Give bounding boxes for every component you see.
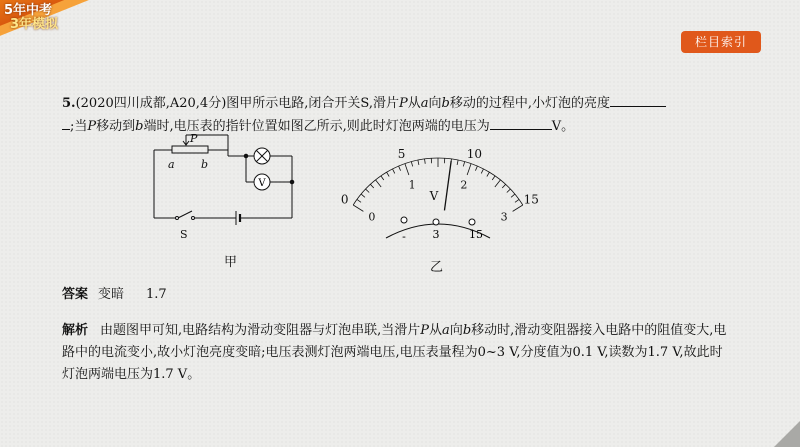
dial-tick — [405, 164, 409, 175]
answer-row — [62, 283, 167, 302]
dial-tick — [418, 160, 419, 165]
dial-tick — [425, 159, 426, 164]
answer-blank-2[interactable] — [490, 115, 552, 130]
analysis-label: 解析 — [62, 323, 89, 338]
label-a: a — [168, 158, 175, 171]
inner-scale-3: 3 — [500, 210, 508, 224]
dial-tick — [366, 189, 370, 192]
label-b: b — [201, 158, 209, 171]
question-part: 移动到 — [96, 119, 136, 134]
analysis-part: 从 — [429, 323, 443, 338]
junction-dot — [290, 180, 294, 184]
lamp-icon — [254, 148, 270, 164]
question-source: (2020四川成都,A20,4分) — [75, 96, 227, 111]
question-part: 移动的过程中,小灯泡的亮度 — [449, 96, 611, 111]
dial-tick — [457, 160, 458, 165]
dial-tick — [513, 205, 523, 211]
dial-tick — [361, 194, 365, 197]
question-part: 端时,电压表的指针位置如图乙所示,则此时灯泡两端的电压为 — [143, 119, 490, 134]
dial-tick — [495, 180, 501, 187]
answer-value-2: 1.7 — [146, 287, 167, 302]
answer-blank-1[interactable] — [610, 92, 666, 107]
caption-jia: 甲 — [224, 255, 238, 270]
caption-yi: 乙 — [430, 260, 444, 275]
question-part: 从 — [407, 96, 421, 111]
dial-unit-label: V — [429, 189, 439, 203]
inner-scale-0: 0 — [368, 210, 376, 224]
dial-tick — [492, 176, 495, 180]
var-p: P — [87, 119, 97, 134]
dial-tick — [511, 194, 515, 197]
dial-tick — [376, 180, 382, 187]
dial-tick — [487, 172, 490, 176]
terminal-minus — [401, 217, 407, 243]
analysis-part: 由题图甲可知,电路结构为滑动变阻器与灯泡串联,当滑片 — [100, 323, 421, 338]
logo-line-2: 3年模拟 — [10, 17, 59, 32]
outer-scale-5: 5 — [397, 147, 406, 162]
label-p: P — [190, 132, 198, 145]
dial-tick — [463, 162, 464, 167]
question-unit: V。 — [551, 119, 575, 134]
logo-text — [4, 4, 58, 32]
rheostat — [172, 146, 208, 153]
index-button[interactable]: 栏目索引 — [681, 31, 761, 53]
outer-scale-10: 10 — [466, 147, 483, 162]
dial-tick — [467, 164, 471, 175]
voltmeter-label: V — [258, 178, 266, 189]
analysis-text — [62, 320, 732, 386]
var-p: P — [399, 96, 408, 111]
brand-logo — [0, 0, 118, 62]
inner-scale-1: 1 — [408, 178, 416, 192]
answer-blank-1-cont — [62, 115, 70, 130]
dial-tick — [399, 166, 401, 171]
logo-line-1: 5年中考 — [4, 3, 53, 18]
analysis-part: 向 — [449, 323, 463, 338]
var-a: a — [420, 96, 429, 111]
terminal-3 — [433, 219, 440, 241]
question-number: 5. — [62, 96, 76, 111]
dial-tick — [370, 184, 373, 188]
terminal-label: - — [402, 230, 406, 243]
answer-value-1: 变暗 — [98, 287, 125, 302]
label-s: S — [180, 228, 188, 241]
dial-tick — [481, 169, 483, 173]
var-b: b — [441, 96, 450, 111]
junction-dot — [244, 154, 248, 158]
question-part: 图甲所示电路,闭合开关S,滑片 — [226, 96, 399, 111]
terminal-label: 3 — [432, 228, 440, 241]
dial-tick — [411, 162, 412, 167]
page-corner — [774, 421, 800, 447]
dial-tick — [392, 169, 394, 173]
circuit-diagram — [146, 132, 306, 250]
dial-tick — [387, 172, 390, 176]
dial-needle — [444, 161, 451, 211]
var-p: P — [420, 323, 430, 338]
analysis-part: 移动时,滑动变阻器接入电路中的阻值变大,电路中的电流变小,故小灯泡亮度变暗;电压表测灯泡两端电压,电压表量程为0~3 V,分度值为0.1 V,读数为1.7 V,故此时灯泡两端电压为1.7 V。 — [62, 323, 727, 382]
var-b: b — [135, 119, 144, 134]
question-part: ;当 — [70, 119, 88, 134]
terminal-label: 15 — [469, 228, 483, 241]
dial-tick — [507, 189, 511, 192]
dial-tick — [353, 205, 363, 211]
answer-label: 答案 — [62, 287, 89, 302]
dial-tick — [502, 184, 505, 188]
dial-tick — [381, 176, 384, 180]
voltmeter-icon — [254, 174, 270, 190]
dial-tick — [475, 166, 477, 171]
inner-scale-2: 2 — [460, 178, 468, 192]
var-a: a — [442, 323, 450, 338]
outer-scale-0: 0 — [340, 192, 349, 207]
outer-scale-15: 15 — [523, 192, 539, 207]
terminal-15 — [469, 219, 483, 241]
var-b: b — [462, 323, 472, 338]
voltmeter-dial — [340, 130, 539, 243]
dial-tick — [357, 199, 361, 202]
question-part: 向 — [428, 96, 442, 111]
dial-tick — [515, 199, 519, 202]
